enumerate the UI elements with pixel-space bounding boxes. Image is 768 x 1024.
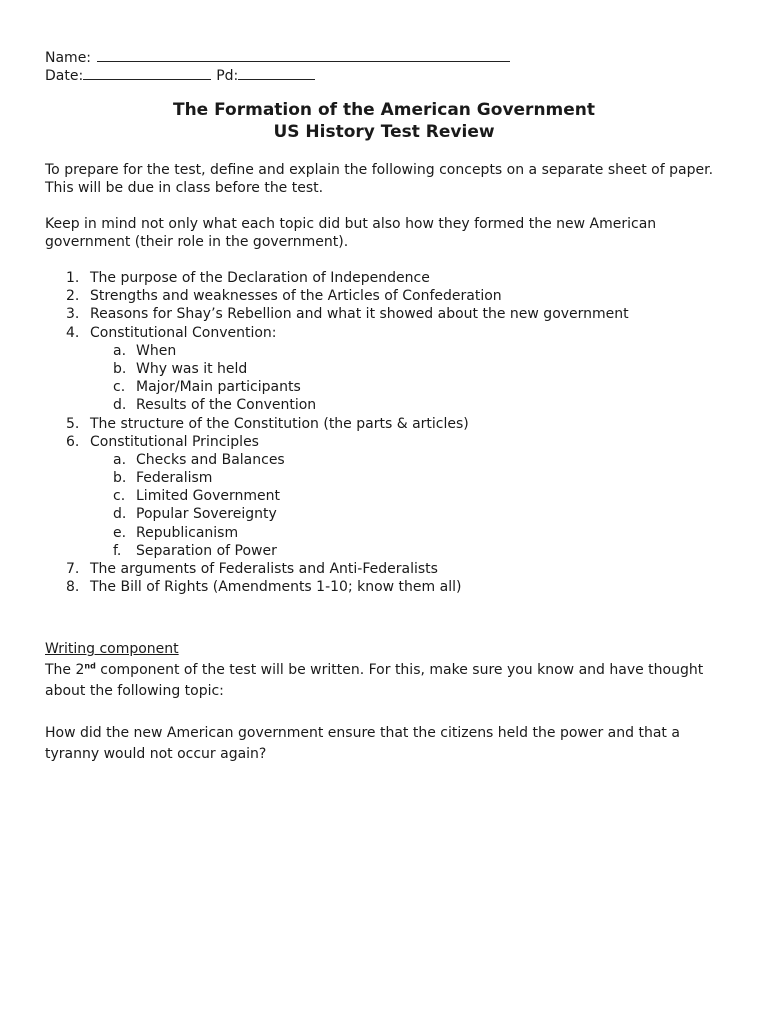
item-text: The purpose of the Declaration of Independence bbox=[90, 270, 430, 286]
document-title: The Formation of the American Government bbox=[172, 100, 596, 120]
sub-item-letter: c. bbox=[113, 488, 126, 505]
writing-instructions bbox=[45, 660, 735, 702]
sub-item-letter: d. bbox=[113, 506, 127, 523]
document-subtitle: US History Test Review bbox=[273, 122, 495, 142]
reminder-paragraph: Keep in mind not only what each topic did but also how they formed the new American government (their role in the government). bbox=[45, 216, 657, 250]
sub-item-text: Popular Sovereignty bbox=[136, 506, 277, 523]
item-text: Constitutional Convention: bbox=[90, 324, 277, 341]
item-number: 1. bbox=[66, 270, 80, 286]
name-label: Name: bbox=[45, 50, 92, 66]
list-item bbox=[0, 305, 768, 323]
intro-paragraph: To prepare for the test, define and explain the following concepts on a separate sheet of paper. This will be due in class before the test. bbox=[45, 162, 714, 196]
essay-question: How did the new American government ensure that the citizens held the power and that a tyranny would not occur again? bbox=[45, 725, 680, 762]
sub-item-text: Separation of Power bbox=[136, 542, 277, 559]
list-item bbox=[0, 287, 768, 305]
name-line bbox=[45, 47, 510, 67]
sub-list-item bbox=[0, 505, 768, 523]
sub-list-item bbox=[0, 342, 768, 360]
item-number: 8. bbox=[66, 579, 80, 596]
sub-list-item bbox=[0, 524, 768, 542]
sub-item-text: Why was it held bbox=[136, 360, 248, 377]
name-blank bbox=[97, 47, 510, 62]
sub-item-text: Results of the Convention bbox=[136, 397, 317, 414]
date-line bbox=[45, 65, 315, 85]
sub-item-letter: d. bbox=[113, 397, 127, 414]
list-item bbox=[0, 415, 768, 433]
sub-item-letter: a. bbox=[113, 451, 127, 468]
ordinal-superscript: nd bbox=[84, 661, 96, 671]
period-label: Pd: bbox=[216, 68, 239, 84]
sub-item-text: Limited Government bbox=[136, 488, 280, 505]
sub-item-text: Federalism bbox=[136, 470, 213, 487]
list-item bbox=[0, 433, 768, 451]
item-text: Constitutional Principles bbox=[90, 433, 259, 450]
sub-list-item bbox=[0, 396, 768, 414]
writing-line-rest: component of the test will be written. For this, make sure you know and have thought about the following topic: bbox=[45, 662, 704, 699]
item-text: The arguments of Federalists and Anti-Federalists bbox=[90, 561, 438, 577]
item-number: 7. bbox=[66, 561, 80, 577]
list-item bbox=[0, 560, 768, 578]
sub-list-item bbox=[0, 542, 768, 560]
sub-item-letter: e. bbox=[113, 524, 127, 541]
item-number: 3. bbox=[66, 306, 80, 323]
item-number: 2. bbox=[66, 288, 80, 305]
item-text: The structure of the Constitution (the parts & articles) bbox=[90, 415, 469, 432]
item-number: 5. bbox=[66, 415, 80, 432]
sub-item-letter: f. bbox=[113, 542, 122, 559]
sub-item-text: When bbox=[136, 342, 177, 359]
writing-component-heading: Writing component bbox=[45, 641, 179, 657]
sub-list-item bbox=[0, 469, 768, 487]
sub-item-letter: b. bbox=[113, 470, 127, 487]
period-blank bbox=[238, 65, 315, 80]
item-text: Strengths and weaknesses of the Articles of Confederation bbox=[90, 288, 502, 305]
sub-item-letter: c. bbox=[113, 379, 126, 396]
writing-line-start: The 2 bbox=[45, 662, 85, 678]
date-label: Date: bbox=[45, 68, 84, 84]
item-text: Reasons for Shay’s Rebellion and what it showed about the new government bbox=[90, 306, 629, 323]
sub-item-letter: a. bbox=[113, 342, 127, 359]
sub-item-text: Checks and Balances bbox=[136, 451, 285, 468]
item-number: 4. bbox=[66, 324, 80, 341]
list-item bbox=[0, 269, 768, 287]
sub-list-item bbox=[0, 360, 768, 378]
sub-item-text: Republicanism bbox=[136, 524, 239, 541]
sub-item-letter: b. bbox=[113, 360, 127, 377]
review-topics-list bbox=[0, 269, 768, 596]
sub-list-item bbox=[0, 487, 768, 505]
item-number: 6. bbox=[66, 433, 80, 450]
item-text: The Bill of Rights (Amendments 1-10; know them all) bbox=[90, 579, 462, 596]
sub-list-item bbox=[0, 451, 768, 469]
sub-item-text: Major/Main participants bbox=[136, 379, 301, 396]
list-item bbox=[0, 324, 768, 342]
list-item bbox=[0, 578, 768, 596]
sub-list-item bbox=[0, 378, 768, 396]
date-blank bbox=[83, 65, 211, 80]
